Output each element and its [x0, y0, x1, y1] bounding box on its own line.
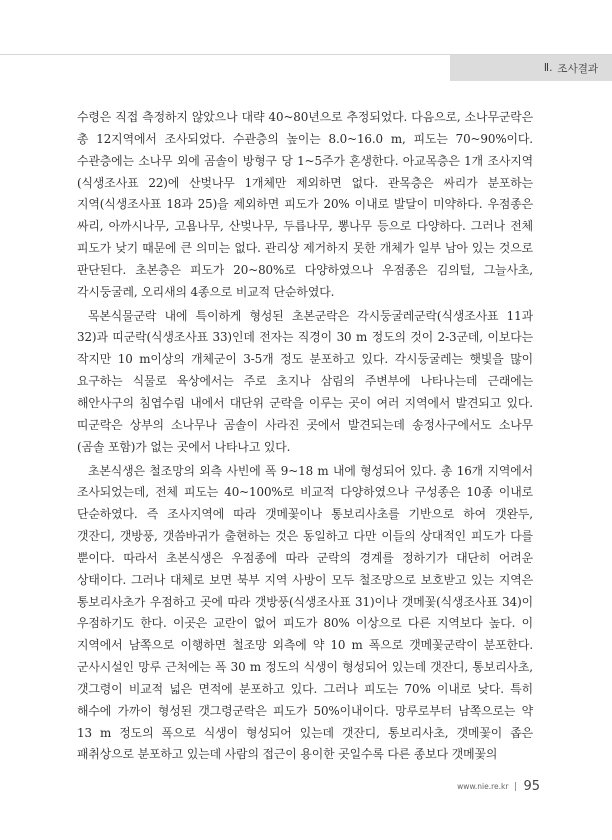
body-text — [77, 107, 533, 768]
section-header-tab — [450, 55, 612, 81]
text-line: 수령은 직접 측정하지 않았으나 대략 40~80년으로 추정되었다. 다음으로, 소나무군락은 — [77, 110, 533, 124]
text-line: 지역에서 남쪽으로 이행하면 철조망 외측에 약 10 m 폭으로 갯메꽃군락이 분포한다. — [77, 638, 533, 653]
paragraph — [77, 461, 533, 767]
section-title: 조사결과 — [557, 62, 598, 75]
text-line: 싸리, 아까시나무, 고욤나무, 산벚나무, 두릅나무, 뽕나무 등으로 다양하다. 그러나 전체 — [77, 219, 533, 234]
text-line: 총 12지역에서 조사되었다. 수관층의 높이는 8.0~16.0 m, 피도는 70~90%이다. — [77, 131, 533, 146]
text-line: 초본식생은 철조망의 외측 사빈에 폭 9~18 m 내에 형성되어 있다. 총 16개 지역에서 — [88, 463, 533, 478]
text-line: 띠군락은 상부의 소나무나 곰솔이 사라진 곳에서 발견되는데 송정사구에서도 소나무 — [77, 417, 533, 432]
footer-url: www.nie.re.kr — [457, 782, 509, 791]
text-line: 패취상으로 분포하고 있는데 사람의 접근이 용이한 곳일수록 다른 종보다 갯메꽃의 — [77, 747, 498, 762]
text-line: 13 m 정도의 폭으로 식생이 형성되어 있는데 갯잔디, 통보리사초, 갯메꽃이 좁은 — [77, 725, 533, 740]
text-line: 갯잔디, 갯방풍, 갯씀바귀가 출현하는 것은 동일하고 다만 이들의 상대적인 피도가 다를 — [77, 529, 533, 544]
text-line: 32)과 띠군락(식생조사표 33)인데 전자는 직경이 30 m 정도의 것이 2-3군데, 이보다는 — [77, 330, 533, 345]
text-line: (식생조사표 22)에 산벚나무 1개체만 제외하면 없다. 관목층은 싸리가 분포하는 — [77, 175, 533, 190]
text-line: 단순하였다. 즉 조사지역에 따라 갯메꽃이나 통보리사초를 기반으로 하여 갯완두, — [77, 507, 533, 522]
text-line: 판단된다. 초본층은 피도가 20~80%로 다양하였으나 우점종은 김의털, 그늘사초, — [77, 262, 533, 277]
text-line: 각시둥굴레, 오리새의 4종으로 비교적 단순하였다. — [77, 284, 335, 299]
paragraph — [77, 107, 533, 304]
text-line: 지역(식생조사표 18과 25)을 제외하면 피도가 20% 이내로 발달이 미약하다. 우점종은 — [77, 197, 533, 212]
page-footer — [457, 779, 540, 794]
text-line: 해수에 가까이 형성된 갯그령군락은 피도가 50%이내이다. 망루로부터 남쪽으로는 약 — [77, 703, 533, 718]
text-line: 해안사구의 침엽수림 내에서 대단위 군락을 이루는 곳이 여러 지역에서 발견되고 있다. — [77, 395, 533, 410]
text-line: 우점하기도 한다. 이곳은 교란이 없어 피도가 80% 이상으로 다른 지역보다 높다. 이 — [77, 616, 533, 631]
text-line: 갯그령이 비교적 넓은 면적에 분포하고 있다. 그러나 피도는 70% 이내로 낮다. 특히 — [77, 681, 533, 696]
text-line: (곰솔 포함)가 없는 곳에서 나타나고 있다. — [77, 439, 291, 454]
footer-separator — [515, 782, 516, 791]
text-line: 작지만 10 m이상의 개체군이 3-5개 정도 분포하고 있다. 각시둥굴레는 햇빛을 많이 — [77, 352, 533, 367]
section-number: Ⅱ. — [543, 62, 553, 74]
text-line: 목본식물군락 내에 특이하게 형성된 초본군락은 각시둥굴레군락(식생조사표 11과 — [88, 308, 533, 323]
text-line: 뿐이다. 따라서 초본식생은 우점종에 따라 군락의 경계를 정하기가 대단히 어려운 — [77, 550, 533, 565]
text-line: 수관층에는 소나무 외에 곰솔이 방형구 당 1~5주가 혼생한다. 아교목층은 1개 조사지역 — [77, 153, 533, 168]
text-line: 통보리사초가 우점하고 곳에 따라 갯방풍(식생조사표 31)이나 갯메꽃(식생조사표 34)이 — [77, 594, 533, 609]
page-number: 95 — [523, 779, 540, 794]
text-line: 피도가 낮기 때문에 큰 의미는 없다. 관리상 제거하지 못한 개체가 일부 남아 있는 것으로 — [77, 241, 533, 256]
text-line: 상태이다. 그러나 대체로 보면 북부 지역 사방이 모두 철조망으로 보호받고 있는 지역은 — [77, 572, 533, 587]
text-line: 요구하는 식물로 육상에서는 주로 초지나 삼림의 주변부에 나타나는데 근래에는 — [77, 374, 533, 389]
text-line: 군사시설인 망루 근처에는 폭 30 m 정도의 식생이 형성되어 있는데 갯잔디, 통보리사초, — [77, 660, 533, 675]
text-line: 조사되었는데, 전체 피도는 40~100%로 비교적 다양하였으나 구성종은 10종 이내로 — [77, 485, 533, 500]
paragraph — [77, 306, 533, 459]
